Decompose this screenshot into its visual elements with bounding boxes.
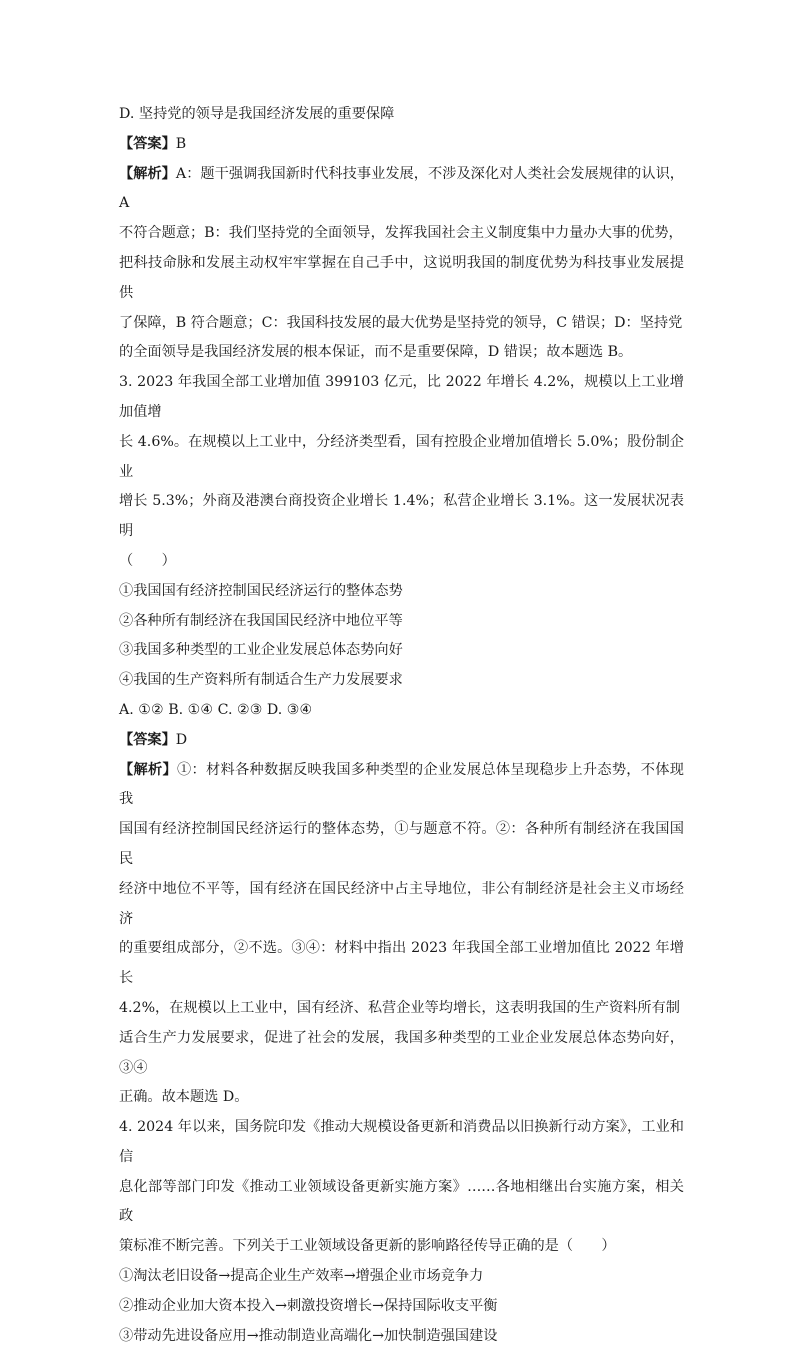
q3-analysis-line: 国国有经济控制国民经济运行的整体态势，①与题意不符。②：各种所有制经济在我国国民 xyxy=(119,821,684,867)
q3-analysis-line: 【解析】①：材料各种数据反映我国多种类型的企业发展总体呈现稳步上升态势，不体现我 xyxy=(119,761,684,808)
q2-answer-tag: 【答案】 xyxy=(119,135,176,152)
q3-analysis-line: 经济中地位不平等，国有经济在国民经济中占主导地位，非公有制经济是社会主义市场经济 xyxy=(119,880,684,927)
q3-analysis-line: 正确。故本题选 D。 xyxy=(119,1089,249,1106)
q2-analysis xyxy=(119,160,684,369)
q4-items xyxy=(119,1262,684,1351)
q3-item: ①我国国有经济控制国民经济运行的整体态势 xyxy=(119,582,403,599)
q3-item: ②各种所有制经济在我国国民经济中地位平等 xyxy=(119,612,403,629)
q3-analysis-line: 适合生产力发展要求，促进了社会的发展，我国多种类型的工业企业发展总体态势向好，③④ xyxy=(119,1029,684,1076)
document-content xyxy=(119,100,684,1351)
q3-stem-line: 增长 5.3%；外商及港澳台商投资企业增长 1.4%；私营企业增长 3.1%。这一发展状况表明 xyxy=(119,493,684,540)
q2-answer-value: B xyxy=(175,135,187,152)
q3-answer xyxy=(119,726,684,756)
q2-answer xyxy=(119,130,684,160)
q2-option-d: D. 坚持党的领导是我国经济发展的重要保障 xyxy=(119,106,395,122)
q3-analysis-line: 的重要组成部分，②不选。③④：材料中指出 2023 年我国全部工业增加值比 2022 年增长 xyxy=(119,940,684,987)
q3-answer-tag: 【答案】 xyxy=(119,731,176,748)
q4-item: ②推动企业加大资本投入→刺激投资增长→保持国际收支平衡 xyxy=(119,1297,498,1314)
q4-stem-line: 息化部等部门印发《推动工业领域设备更新实施方案》……各地相继出台实施方案，相关政 xyxy=(119,1178,684,1225)
q3-choices: A. ①② B. ①④ C. ②③ D. ③④ xyxy=(119,701,313,718)
q2-analysis-line: 把科技命脉和发展主动权牢牢掌握在自己手中，这说明我国的制度优势为科技事业发展提供 xyxy=(119,254,684,301)
q2-analysis-line: 不符合题意；B：我们坚持党的全面领导，发挥我国社会主义制度集中力量办大事的优势， xyxy=(119,225,683,242)
q3-stem-line: （ ） xyxy=(119,552,176,569)
q2-analysis-line: 【解析】A：题干强调我国新时代科技事业发展，不涉及深化对人类社会发展规律的认识，A xyxy=(119,165,684,212)
q3-analysis-tag: 【解析】 xyxy=(119,761,177,778)
q4-stem-line: 策标准不断完善。下列关于工业领域设备更新的影响路径传导正确的是（ ） xyxy=(119,1238,616,1255)
q3-stem xyxy=(119,368,684,577)
q4-item: ③带动先进设备应用→推动制造业高端化→加快制造强国建设 xyxy=(119,1327,498,1344)
q4-stem xyxy=(119,1113,684,1262)
q3-analysis xyxy=(119,756,684,1114)
q2-analysis-line: 的全面领导是我国经济发展的根本保证，而不是重要保障，D 错误；故本题选 B。 xyxy=(119,344,633,361)
q3-analysis-line: 4.2%，在规模以上工业中，国有经济、私营企业等均增长，这表明我国的生产资料所有制 xyxy=(119,999,680,1016)
q4-stem-line: 4. 2024 年以来，国务院印发《推动大规模设备更新和消费品以旧换新行动方案》，工业和信 xyxy=(119,1119,684,1165)
q3-item: ③我国多种类型的工业企业发展总体态势向好 xyxy=(119,642,403,659)
q3-answer-value: D xyxy=(175,731,188,748)
q3-item: ④我国的生产资料所有制适合生产力发展要求 xyxy=(119,672,403,689)
q2-analysis-line: 了保障，B 符合题意；C：我国科技发展的最大优势是坚持党的领导，C 错误；D：坚持党 xyxy=(119,314,683,331)
q3-stem-line: 长 4.6%。在规模以上工业中，分经济类型看，国有控股企业增加值增长 5.0%；股份制企业 xyxy=(119,433,684,480)
q2-analysis-tag: 【解析】 xyxy=(119,165,176,182)
q3-stem-line: 3. 2023 年我国全部工业增加值 399103 亿元，比 2022 年增长 4.2%，规模以上工业增加值增 xyxy=(119,374,684,420)
q4-item: ①淘汰老旧设备→提高企业生产效率→增强企业市场竞争力 xyxy=(119,1268,484,1285)
q3-items xyxy=(119,577,684,696)
